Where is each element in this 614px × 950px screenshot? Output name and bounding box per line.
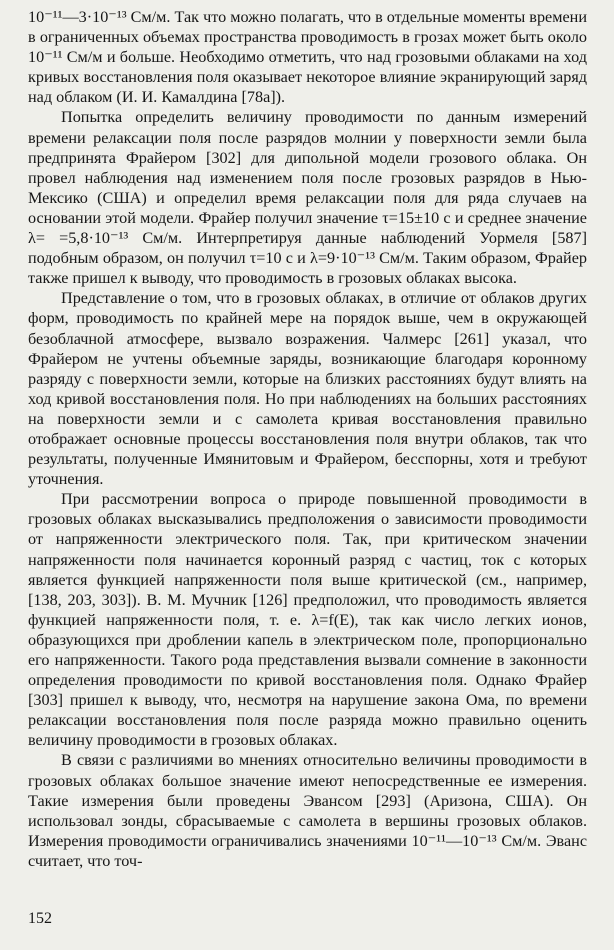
paragraph-3: Представление о том, что в грозовых облаках, в отличие от облаков других форм, проводимость по крайней мере на порядок выше, чем в окружающей безоблачной атмосфере, вызвало возражения. Чалмерс [261] указал, что Фрайером не учтены объемные заряды, возникающие благодаря коронному разряду с поверхности земли, которые на близких расстояниях будут влиять на ход кривой восстановления поля. Но при наблюдениях на больших расстояниях на поверхности земли и с самолета кривая восстановления правильно отображает основные процессы восстановления поля внутри облаков, так что результаты, полученные Имянитовым и Фрайером, бесспорны, хотя и требуют уточнения. xyxy=(28,289,587,489)
paragraph-2: Попытка определить величину проводимости по данным измерений времени релаксации поля после разрядов молнии у поверхности земли была предпринята Фрайером [302] для дипольной модели грозового облака. Он провел наблюдения над изменением поля после грозовых разрядов в Нью-Мексико (США) и определил время релаксации поля для ряда случаев на основании этой модели. Фрайер получил значение τ=15±10 с и среднее значение λ= =5,8·10⁻¹³ См/м. Интерпретируя данные наблюдений Уормеля [587] подобным образом, он получил τ=10 с и λ=9·10⁻¹³ См/м. Таким образом, Фрайер также пришел к выводу, что проводимость в грозовых облаках высока. xyxy=(28,108,587,288)
paragraph-4: При рассмотрении вопроса о природе повышенной проводимости в грозовых облаках высказывались предположения о зависимости проводимости от напряженности электрического поля. Так, при критическом значении напряженности поля начинается коронный разряд с частиц, ток с которых является функцией напряженности поля выше критической (см., например, [138, 203, 303]). В. М. Мучник [126] предположил, что проводимость является функцией напряженности поля, т. е. λ=f(E), так как число легких ионов, образующихся при дроблении капель в электрическом поле, пропорционально его напряженности. Такого рода представления вызвали сомнение в законности определения проводимости по кривой восстановления поля. Однако Фрайер [303] пришел к выводу, что, несмотря на нарушение закона Ома, по времени релаксации восстановления поля после разряда можно правильно оценить величину проводимости в грозовых облаках. xyxy=(28,490,587,750)
paragraph-1-continuation: 10⁻¹¹—3·10⁻¹³ См/м. Так что можно полагать, что в отдельные моменты времени в ограниченных объемах пространства проводимость в грозах может быть около 10⁻¹¹ См/м и больше. Необходимо отметить, что над грозовыми облаками на ход кривых восстановления поля оказывает некоторое влияние экранирующий заряд над облаком (И. И. Камалдина [78а]). xyxy=(28,8,587,107)
body-text xyxy=(28,7,587,871)
page-number: 152 xyxy=(28,910,52,927)
paragraph-5: В связи с различиями во мнениях относительно величины проводимости в грозовых облаках большое значение имеют непосредственные ее измерения. Такие измерения были проведены Эвансом [293] (Аризона, США). Он использовал зонды, сбрасываемые с самолета в вершины грозовых облаков. Измерения проводимости ограничивались значениями 10⁻¹¹—10⁻¹³ См/м. Эванс считает, что точ- xyxy=(28,751,587,870)
